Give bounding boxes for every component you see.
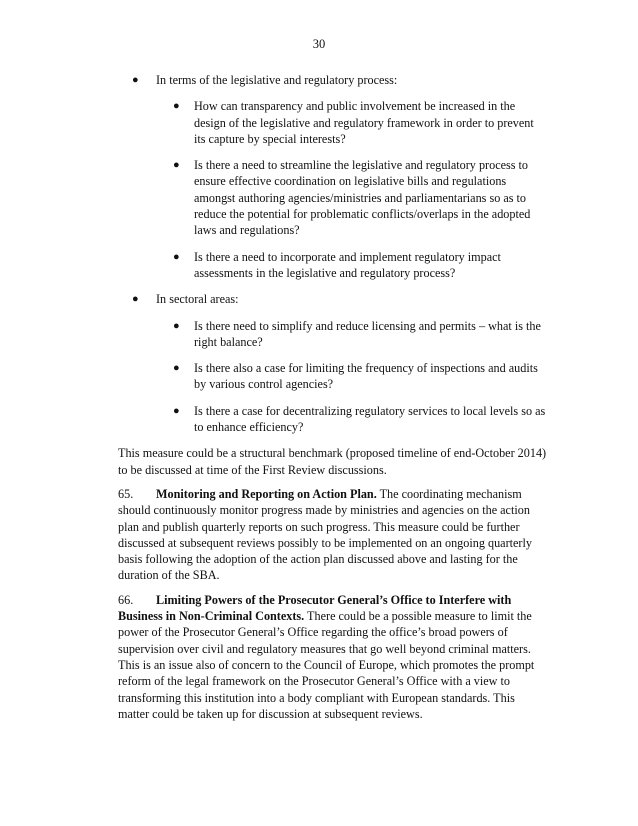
section-heading: In sectoral areas:: [156, 292, 239, 307]
list-item: ● How can transparency and public involvement be increased in the design of the legislative and regulatory framework in order to prevent its capture by special interests?: [173, 99, 534, 146]
list-item: ● Is there a need to incorporate and implement regulatory impact assessments in the legislative and regulatory process?: [173, 249, 501, 280]
section-sectoral: [118, 291, 548, 435]
bullet-icon: ●: [132, 74, 139, 86]
section-heading: In terms of the legislative and regulatory process:: [156, 73, 398, 87]
list-item: ● Is there need to simplify and reduce licensing and permits – what is the right balance?: [173, 318, 541, 349]
paragraph-number: 65.: [118, 486, 134, 501]
bullet-icon: ●: [173, 319, 180, 332]
bullet-icon: ●: [173, 159, 180, 172]
bullet-icon: ●: [173, 250, 180, 263]
question-list: [118, 72, 548, 435]
sub-list: [156, 98, 548, 281]
section-legislative: [118, 72, 548, 281]
paragraph-65: [118, 486, 548, 584]
list-item: ● Is there a case for decentralizing regulatory services to local levels so as to enhance efficiency?: [173, 403, 546, 435]
sub-list: [156, 318, 548, 436]
list-item: ● Is there also a case for limiting the frequency of inspections and audits by various control agencies?: [173, 361, 538, 392]
paragraph-66: [118, 592, 548, 722]
paragraph-body: There could be a possible measure to limit the power of the Prosecutor General’s Office regarding the office’s broad powers of supervision over civil and regulatory measures that go well beyond criminal matters. This is an issue also of concern to the Council of Europe, which promotes the prompt reform of the legal framework on the Prosecutor General’s Office with a view to transforming this institution into a body compliant with European standards. This matter could be taken up for discussion at subsequent reviews.: [118, 609, 535, 721]
paragraph-title: Monitoring and Reporting on Action Plan.: [156, 486, 377, 501]
bullet-icon: ●: [173, 404, 180, 417]
bullet-icon: ●: [132, 293, 139, 306]
paragraph-title: Limiting Powers of the Prosecutor General’s Office to Interfere with Business in Non-Criminal Contexts.: [118, 592, 512, 624]
paragraph-number: 66.: [118, 592, 134, 607]
bullet-icon: ●: [173, 362, 180, 375]
bullet-icon: ●: [173, 100, 180, 113]
page-number: 30: [312, 37, 326, 51]
measure-note: This measure could be a structural benchmark (proposed timeline of end-October 2014) to be discussed at time of the First Review discussions.: [118, 446, 547, 477]
paragraph-body: The coordinating mechanism should continuously monitor progress made by ministries and agencies on the action plan and publish quarterly reports on such progress. This measure could be further discussed at subsequent reviews possibly to be implemented on an ongoing quarterly basis following the adoption of the action plan discussed above and lasting for the duration of the SBA.: [118, 486, 532, 583]
document-body: [118, 72, 548, 730]
list-item: ● Is there a need to streamline the legislative and regulatory process to ensure effective coordination on legislative bills and regulations amongst authoring agencies/ministries and parliamentarians so as to reduce the potential for problematic conflicts/overlaps in the adopted laws and regulations?: [173, 158, 531, 238]
